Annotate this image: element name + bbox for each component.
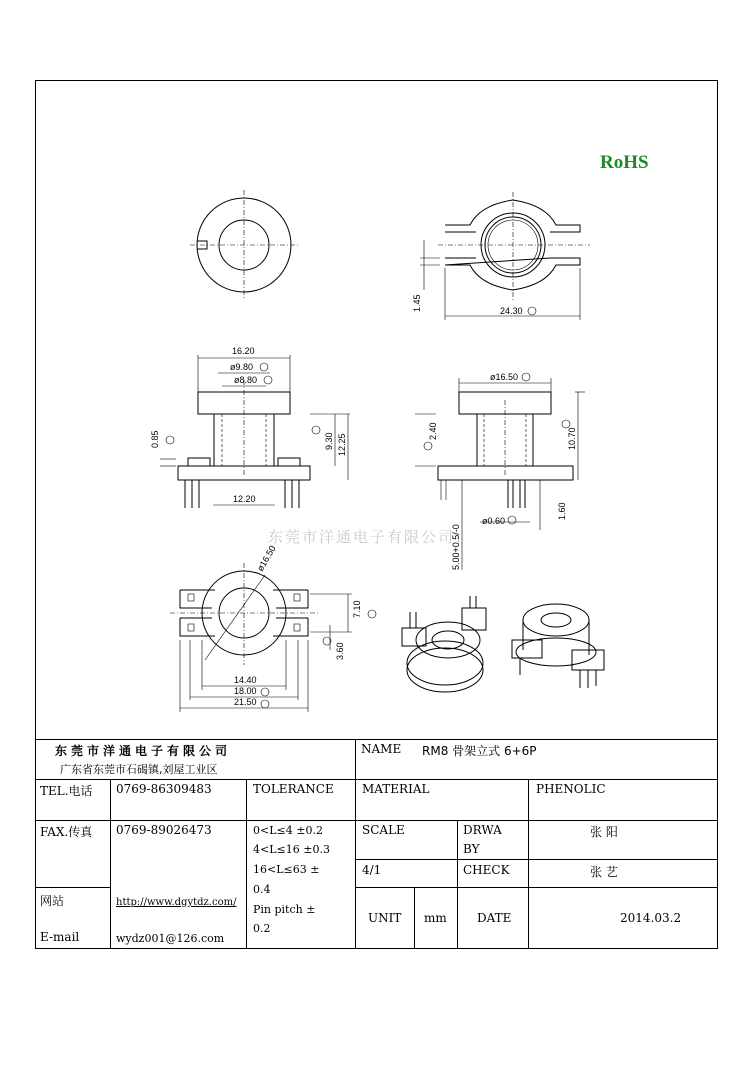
top-view-flange: [412, 192, 590, 320]
dim-bottom-h1: 7.10: [352, 600, 362, 618]
web-label: 网站: [40, 894, 65, 908]
dim-front-base: 12.20: [233, 494, 256, 504]
check-label: CHECK: [463, 863, 510, 877]
check-value: 张 艺: [590, 865, 618, 879]
isometric-view-2: [512, 604, 604, 688]
dim-front-h2: 12.25: [337, 433, 347, 456]
drawn-label-2: BY: [463, 842, 480, 856]
tolerance-line-1: 0<L≤4 ±0.2: [253, 824, 323, 837]
top-view-ring: [190, 190, 300, 300]
material-label: MATERIAL: [362, 782, 430, 796]
dim-side-pin-len: 1.60: [557, 502, 567, 520]
email-value: wydz001@126.com: [116, 932, 225, 945]
email-label: E-mail: [40, 930, 80, 944]
scale-value: 4/1: [362, 863, 382, 877]
dim-bottom-w2: 18.00: [234, 686, 257, 696]
tolerance-line-4: 0.4: [253, 883, 271, 896]
tolerance-line-3: 16<L≤63 ±: [253, 863, 320, 876]
web-link[interactable]: http://www.dgytdz.com/: [116, 897, 237, 908]
tolerance-line-6: 0.2: [253, 922, 271, 935]
dim-top-width: 24.30: [500, 306, 523, 316]
company-address: 广东省东莞市石碣镇,刘屋工业区: [60, 763, 218, 776]
scale-label: SCALE: [362, 823, 405, 837]
date-value: 2014.03.2: [620, 911, 682, 925]
dim-side-d: ø16.50: [490, 372, 519, 382]
unit-value: mm: [424, 911, 447, 925]
dim-side-left: 2.40: [428, 422, 438, 440]
dim-front-width: 16.20: [232, 346, 255, 356]
drawn-value: 张 阳: [590, 825, 618, 839]
dim-front-d2: ø8.80: [234, 375, 258, 385]
drawn-label-1: DRWA: [463, 823, 502, 837]
dim-front-h1: 9.30: [324, 432, 334, 450]
dim-side-right: 10.70: [567, 427, 577, 450]
name-label: NAME: [361, 742, 402, 756]
tel-label: TEL.电话: [40, 784, 93, 798]
tolerance-line-2: 4<L≤16 ±0.3: [253, 843, 330, 856]
fax-label: FAX.传真: [40, 825, 93, 839]
watermark: 东莞市洋通电子有限公司: [268, 528, 456, 546]
dim-bottom-w1: 14.40: [234, 675, 257, 685]
dim-bottom-h2: 3.60: [335, 642, 345, 660]
fax-value: 0769-89026473: [116, 823, 212, 837]
front-view: [150, 346, 350, 508]
company-name: 东莞市洋通电子有限公司: [55, 744, 232, 758]
dim-front-left: 0.85: [150, 430, 160, 448]
tolerance-line-5: Pin pitch ±: [253, 903, 316, 916]
isometric-view-1: [402, 596, 486, 692]
rohs-mark: RoHS: [600, 152, 649, 173]
dim-bottom-d: ø16.50: [255, 543, 278, 573]
dim-front-d1: ø9.80: [230, 362, 254, 372]
tolerance-label: TOLERANCE: [253, 782, 334, 796]
dim-side-pin-total: 5.00+0.5/-0: [451, 524, 461, 570]
dim-top-height: 1.45: [412, 294, 422, 312]
unit-label: UNIT: [368, 911, 402, 925]
dim-side-pin-d: ø0.60: [482, 516, 506, 526]
material-value: PHENOLIC: [536, 782, 606, 796]
bottom-view: [170, 544, 376, 712]
tel-value: 0769-86309483: [116, 782, 212, 796]
date-label: DATE: [477, 911, 512, 925]
name-value: RM8 骨架立式 6+6P: [422, 744, 537, 758]
dim-bottom-w3: 21.50: [234, 697, 257, 707]
